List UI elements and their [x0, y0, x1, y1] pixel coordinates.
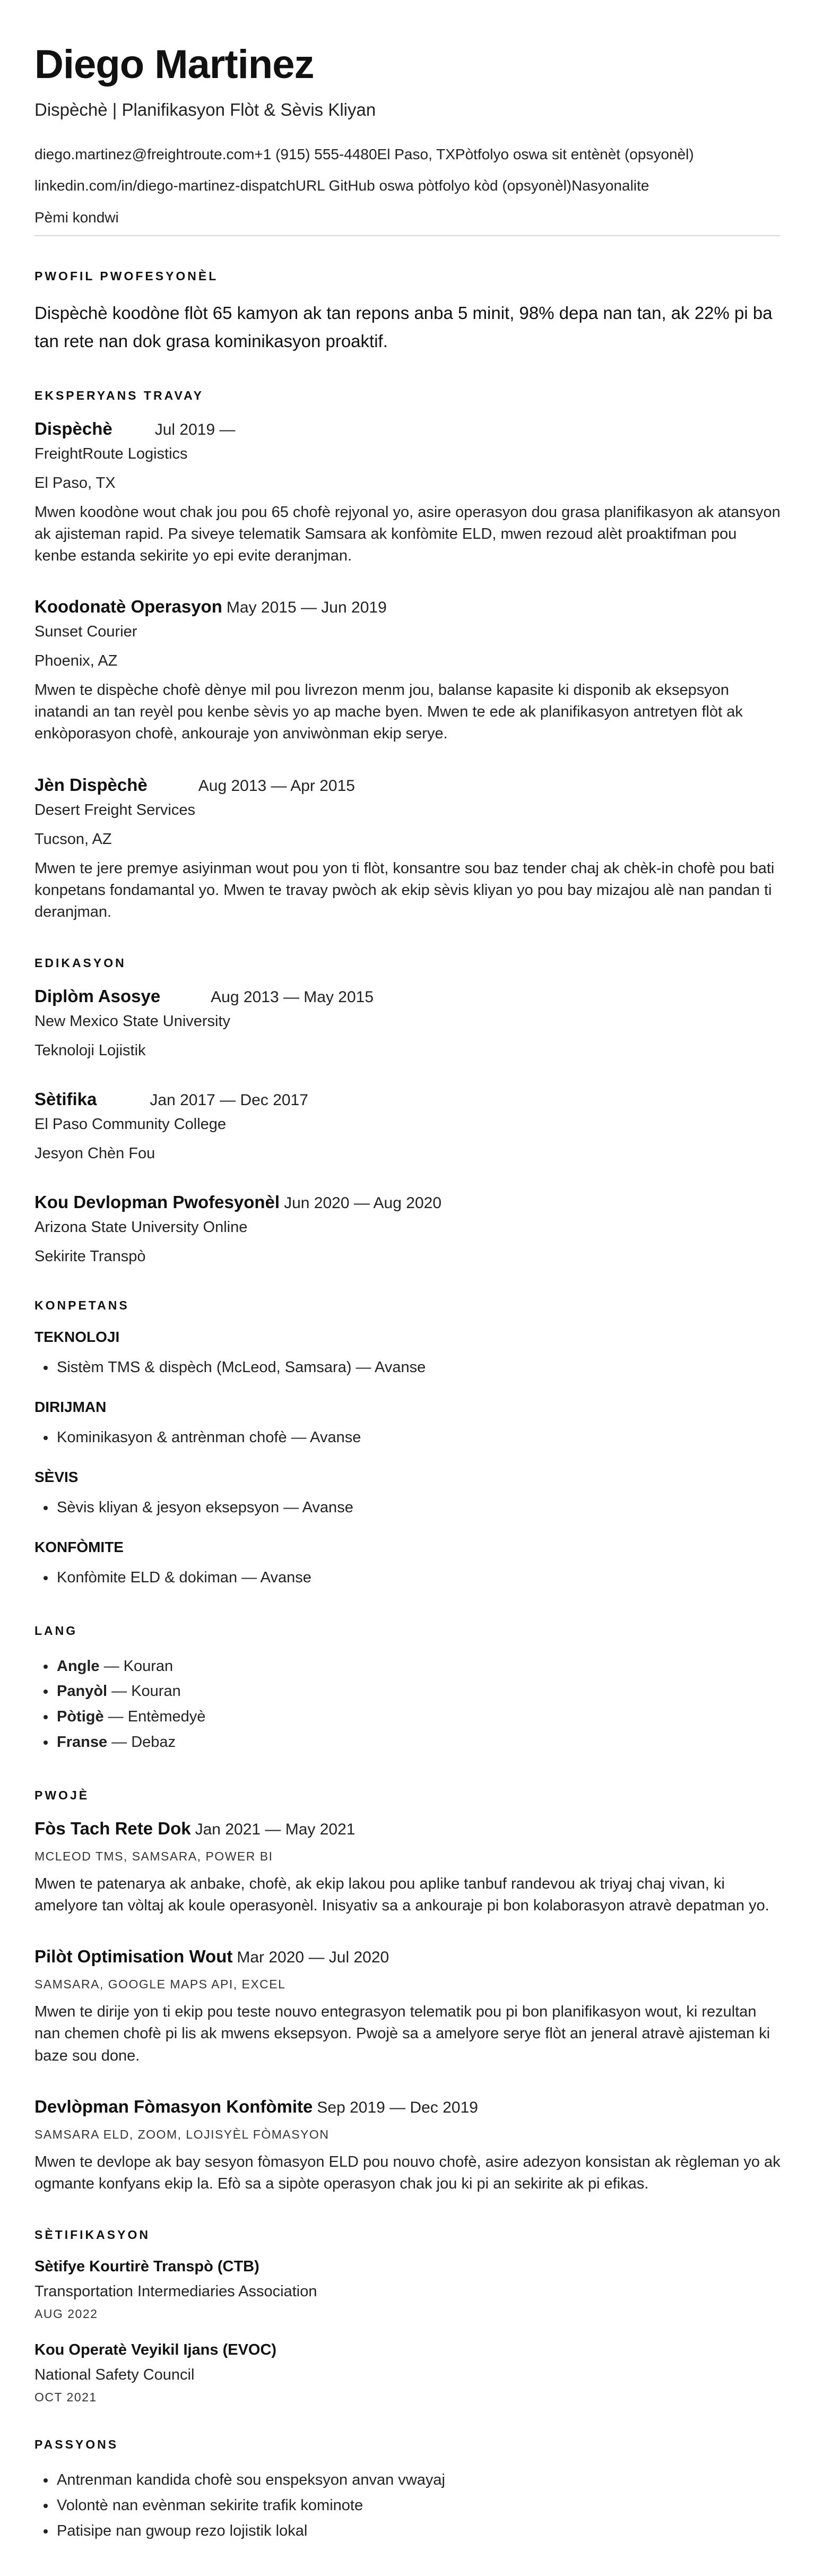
education-school: New Mexico State University — [34, 1013, 231, 1030]
skill-item: • Sistèm TMS & dispèch (McLeod, Samsara) — Avanse — [56, 1355, 781, 1381]
skill-item: • Konfòmite ELD & dokiman — Avanse — [56, 1565, 781, 1591]
contact-line-2: linkedin.com/in/diego-martinez-dispatchURL GitHub oswa pòtfolyo kòd (opsyonèl)Nasyonalite — [34, 177, 649, 194]
skill-group-title: SÈVIS — [34, 1468, 79, 1485]
education-dates: Jan 2017 — Dec 2017 — [150, 1091, 308, 1109]
education-degree: Diplòm Asosye — [34, 986, 161, 1006]
language-item — [56, 1679, 781, 1704]
job-title: Jèn Dispèchè — [34, 774, 148, 795]
job-description: Mwen koodòne wout chak jou pou 65 chofè rejyonal yo, asire operasyon dou grasa planifikasyon ak atansyon ak ajisteman rapid. Pa siveye telematik Samsara ak konfòmite ELD, mwen rezoud alèt proaktifman pou kenbe estanda sekirite yo epi evite deranjman. — [34, 503, 781, 564]
job-company: Desert Freight Services — [34, 801, 195, 819]
hobby-item: • Volontè nan evènman sekirite trafik kominote — [56, 2493, 781, 2519]
language-level: — Entèmedyè — [103, 1708, 206, 1726]
profile-summary: Dispèchè koodòne flòt 65 kamyon ak tan repons anba 5 minit, 98% depa nan tan, ak 22% pi ba tan rete nan dok grasa kominikasyon proaktif. — [34, 303, 773, 351]
candidate-headline: Dispèchè | Planifikasyon Flòt & Sèvis Kliyan — [34, 99, 376, 119]
language-list — [34, 1654, 781, 1755]
language-name: Franse — [57, 1734, 108, 1751]
job-location: El Paso, TX — [34, 474, 116, 492]
job-dates: May 2015 — Jun 2019 — [226, 599, 387, 617]
language-level: — Kouran — [107, 1683, 181, 1700]
certification-name: Sètifye Kourtirè Transpò (CTB) — [34, 2258, 259, 2276]
contact-line-3: Pèmi kondwi — [34, 209, 119, 226]
section-title-skills: KONPETANS — [34, 1298, 129, 1313]
section-title-certifications: SÈTIFIKASYON — [34, 2228, 150, 2242]
project-description: Mwen te patenarya ak anbake, chofè, ak ekip lakou pou aplike tanbuf randevou ak triyaj chaj vivan, ki amelyore tan vòltaj ak koule operasyonèl. Inisyativ sa a ankouraje pi bon kolaborasyon atravè depatman yo. — [34, 1875, 769, 1915]
project-dates: Jan 2021 — May 2021 — [195, 1820, 356, 1838]
job-location: Tucson, AZ — [34, 830, 112, 848]
language-level: — Debaz — [107, 1734, 176, 1751]
skill-group — [34, 1469, 781, 1521]
skill-group — [34, 1329, 781, 1381]
skill-item: • Sèvis kliyan & jesyon eksepsyon — Avanse — [56, 1495, 781, 1521]
job-company: Sunset Courier — [34, 623, 137, 641]
job-company: FreightRoute Logistics — [34, 445, 188, 462]
project-name: Devlòpman Fòmasyon Konfòmite — [34, 2096, 313, 2116]
language-level: — Kouran — [99, 1657, 174, 1675]
job-description: Mwen te dispèche chofè dènye mil pou livrezon menm jou, balanse kapasite ki disponib ak eksepsyon inatandi an tan reyèl pou kenbe sèvis yo ap mache byen. Mwen te ede ak planifikasyon antretyen flòt ak enkòporasyon chofè, ankouraje yon anviwònman ekip serye. — [34, 682, 743, 743]
profile-section — [34, 269, 781, 356]
experience-entry — [34, 775, 781, 924]
project-tech: SAMSARA ELD, ZOOM, LOJISYÈL FÒMASYON — [34, 2127, 330, 2141]
experience-entry — [34, 419, 781, 567]
skill-group-title: DIRIJMAN — [34, 1398, 107, 1415]
job-title: Koodonatè Operasyon — [34, 597, 222, 617]
contact-line-1: diego.martinez@freightroute.com+1 (915) 555-4480El Paso, TXPòtfolyo oswa sit entènèt (opsyonèl) — [34, 145, 694, 162]
project-entry — [34, 1946, 781, 2067]
project-dates: Sep 2019 — Dec 2019 — [317, 2098, 478, 2116]
education-school: El Paso Community College — [34, 1116, 227, 1133]
section-title-projects: PWOJÈ — [34, 1788, 90, 1802]
languages-section — [34, 1624, 781, 1755]
section-title-languages: LANG — [34, 1623, 78, 1638]
education-dates: Jun 2020 — Aug 2020 — [284, 1194, 442, 1212]
language-item — [56, 1654, 781, 1679]
resume-header — [34, 42, 781, 236]
certification-date: AUG 2022 — [34, 2307, 98, 2321]
skill-item: • Kominikasyon & antrènman chofè — Avanse — [56, 1425, 781, 1451]
experience-entry — [34, 597, 781, 745]
education-entry — [34, 986, 781, 1059]
education-field: Jesyon Chèn Fou — [34, 1145, 155, 1162]
job-dates: Jul 2019 — — [154, 420, 236, 438]
certifications-section — [34, 2228, 781, 2405]
project-entry — [34, 1819, 781, 1917]
hobbies-section — [34, 2437, 781, 2544]
education-degree: Kou Devlopman Pwofesyonèl — [34, 1192, 280, 1212]
language-name: Panyòl — [57, 1683, 108, 1700]
projects-section — [34, 1788, 781, 2195]
hobby-item: • Antrenman kandida chofè sou enspeksyon anvan vwayaj — [56, 2468, 781, 2493]
job-location: Phoenix, AZ — [34, 652, 118, 670]
candidate-name: Diego Martinez — [34, 42, 314, 87]
header-divider — [34, 235, 781, 236]
project-tech: SAMSARA, GOOGLE MAPS API, EXCEL — [34, 1977, 286, 1992]
hobby-list — [34, 2468, 781, 2544]
hobby-item: • Patisipe nan gwoup rezo lojistik lokal — [56, 2519, 781, 2544]
education-field: Sekirite Transpò — [34, 1248, 146, 1265]
education-field: Teknoloji Lojistik — [34, 1042, 146, 1059]
section-title-experience: EKSPERYANS TRAVAY — [34, 388, 204, 402]
project-description: Mwen te devlope ak bay sesyon fòmasyon ELD pou nouvo chofè, asire adezyon konsistan ak règleman yo ak ogmante konfyans ekip la. Efò sa a sipòte operasyon chak jou ki pi an sekirite ak pi efikas. — [34, 2153, 781, 2192]
project-name: Pilòt Optimisation Wout — [34, 1946, 233, 1967]
project-tech: MCLEOD TMS, SAMSARA, POWER BI — [34, 1849, 273, 1863]
education-section — [34, 956, 781, 1265]
language-item — [56, 1704, 781, 1730]
project-name: Fòs Tach Rete Dok — [34, 1818, 191, 1838]
skill-group-title: KONFÒMITE — [34, 1538, 124, 1555]
project-description: Mwen te dirije yon ti ekip pou teste nouvo entegrasyon telematik pou pi bon planifikasyon wout, ki rezultan nan chemen chofè pi lis ak mwens eksepsyon. Pwojè sa a amelyore serye flòt an jeneral atravè ajisteman ki baze sou done. — [34, 2003, 770, 2064]
language-name: Angle — [57, 1657, 100, 1675]
certification-name: Kou Operatè Veyikil Ijans (EVOC) — [34, 2341, 277, 2359]
section-title-hobbies: PASSYONS — [34, 2437, 119, 2452]
section-title-education: EDIKASYON — [34, 956, 126, 970]
project-dates: Mar 2020 — Jul 2020 — [237, 1949, 389, 1967]
job-dates: Aug 2013 — Apr 2015 — [198, 777, 355, 795]
job-title: Dispèchè — [34, 418, 112, 438]
language-item — [56, 1730, 781, 1755]
project-entry — [34, 2097, 781, 2195]
experience-section — [34, 389, 781, 924]
certification-entry — [34, 2341, 781, 2405]
skill-group — [34, 1539, 781, 1591]
skills-section — [34, 1298, 781, 1590]
education-school: Arizona State University Online — [34, 1219, 248, 1236]
education-entry — [34, 1089, 781, 1162]
education-entry — [34, 1192, 781, 1265]
certification-date: OCT 2021 — [34, 2390, 97, 2405]
certification-entry — [34, 2258, 781, 2321]
education-degree: Sètifika — [34, 1089, 97, 1109]
skill-group-title: TEKNOLOJI — [34, 1329, 120, 1346]
skill-group — [34, 1399, 781, 1451]
job-description: Mwen te jere premye asiyinman wout pou yon ti flòt, konsantre sou baz tender chaj ak chèk-in chofè pou bati konpetans fondamantal yo. Mwen te travay pwòch ak ekip sèvis kliyan yo pou bay mizajou alè nan pandan ti deranjman. — [34, 859, 775, 920]
education-dates: Aug 2013 — May 2015 — [211, 988, 374, 1006]
section-title-profile: PWOFIL PWOFESYONÈL — [34, 269, 219, 283]
language-name: Pòtigè — [57, 1708, 104, 1726]
certification-issuer: Transportation Intermediaries Association — [34, 2283, 317, 2301]
certification-issuer: National Safety Council — [34, 2366, 195, 2384]
